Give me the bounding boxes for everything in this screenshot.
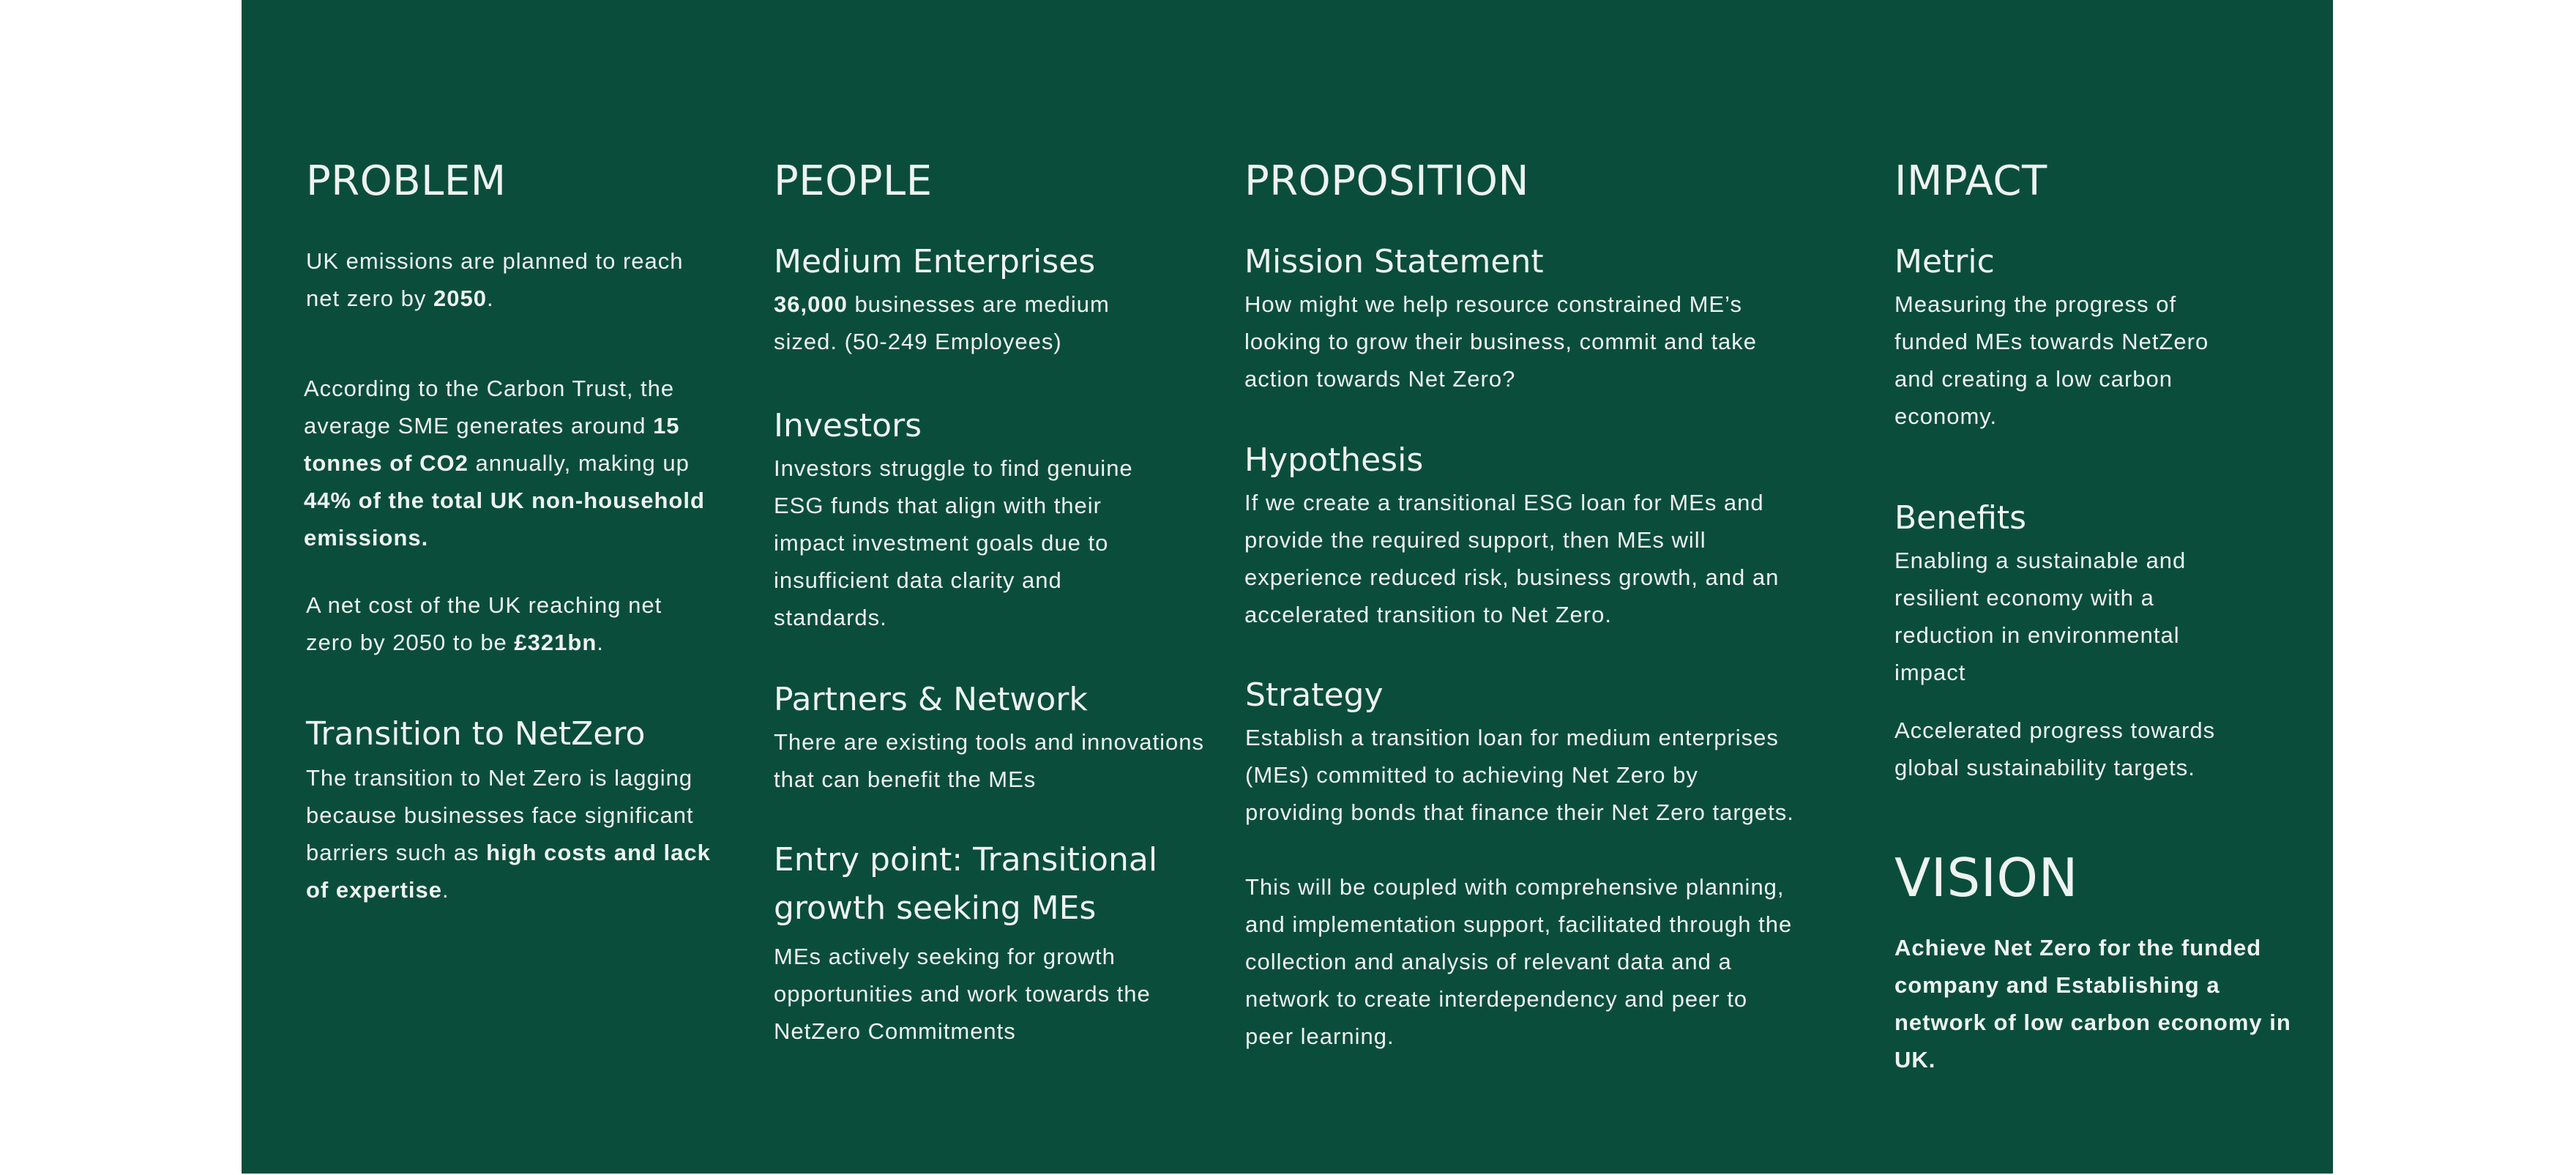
strategy-text-2: This will be coupled with comprehensive planning, and implementation support, facilitated through the collection and analysis of relevant data and a network to create interdependency and peer to peer learning. <box>1245 874 1793 1049</box>
metric-text: Measuring the progress of funded MEs towards NetZero and creating a low carbon economy. <box>1894 291 2209 429</box>
entry-point-text: MEs actively seeking for growth opportunities and work towards the NetZero Commitments <box>774 944 1151 1044</box>
medium-enterprises-text: 36,000 businesses are medium sized. (50-249 Employees) <box>774 291 1110 354</box>
hypothesis-text: If we create a transitional ESG loan for MEs and provide the required support, then MEs will experience reduced risk, business growth, and an accelerated transition to Net Zero. <box>1244 490 1780 627</box>
impact-heading: IMPACT <box>1894 157 2047 205</box>
mission-statement-text: How might we help resource constrained ME’s looking to grow their business, commit and take action towards Net Zero? <box>1244 291 1758 392</box>
benefits-text-1: Enabling a sustainable and resilient economy with a reduction in environmental impact <box>1894 548 2187 685</box>
strategy-text-1: Establish a transition loan for medium enterprises (MEs) committed to achieving Net Zero by providing bonds that finance their Net Zero targets. <box>1245 725 1794 825</box>
benefits-text-2: Accelerated progress towards global sustainability targets. <box>1894 717 2216 780</box>
canvas-panel <box>242 0 2333 1174</box>
entry-point-heading: Entry point: Transitional growth seeking MEs <box>774 841 1158 927</box>
problem-emissions-text: UK emissions are planned to reach net zero by 2050. <box>306 248 684 311</box>
hypothesis-heading: Hypothesis <box>1244 441 1424 479</box>
medium-enterprises-heading: Medium Enterprises <box>774 243 1096 280</box>
transition-text: The transition to Net Zero is lagging because businesses face significant barriers such as high costs and lack of expertise. <box>306 765 711 903</box>
partners-text: There are existing tools and innovations that can benefit the MEs <box>774 729 1204 792</box>
benefits-heading: Benefits <box>1894 499 2027 537</box>
vision-text: Achieve Net Zero for the funded company and Establishing a network of low carbon economy in UK. <box>1894 935 2291 1073</box>
vision-heading: VISION <box>1894 847 2078 909</box>
investors-text: Investors struggle to find genuine ESG funds that align with their impact investment goals due to insufficient data clarity and standards. <box>774 455 1133 630</box>
people-heading: PEOPLE <box>774 157 933 205</box>
mission-statement-heading: Mission Statement <box>1244 243 1544 280</box>
partners-heading: Partners & Network <box>774 681 1088 718</box>
metric-heading: Metric <box>1894 243 1995 280</box>
investors-heading: Investors <box>774 407 922 444</box>
problem-sme-text: According to the Carbon Trust, the average SME generates around 15 tonnes of CO2 annually, making up 44% of the total UK non-household emissions. <box>304 376 705 551</box>
proposition-heading: PROPOSITION <box>1244 157 1529 205</box>
transition-heading: Transition to NetZero <box>306 715 646 753</box>
problem-cost-text: A net cost of the UK reaching net zero by 2050 to be £321bn. <box>306 592 662 655</box>
strategy-heading: Strategy <box>1245 676 1384 714</box>
problem-heading: PROBLEM <box>306 157 507 205</box>
